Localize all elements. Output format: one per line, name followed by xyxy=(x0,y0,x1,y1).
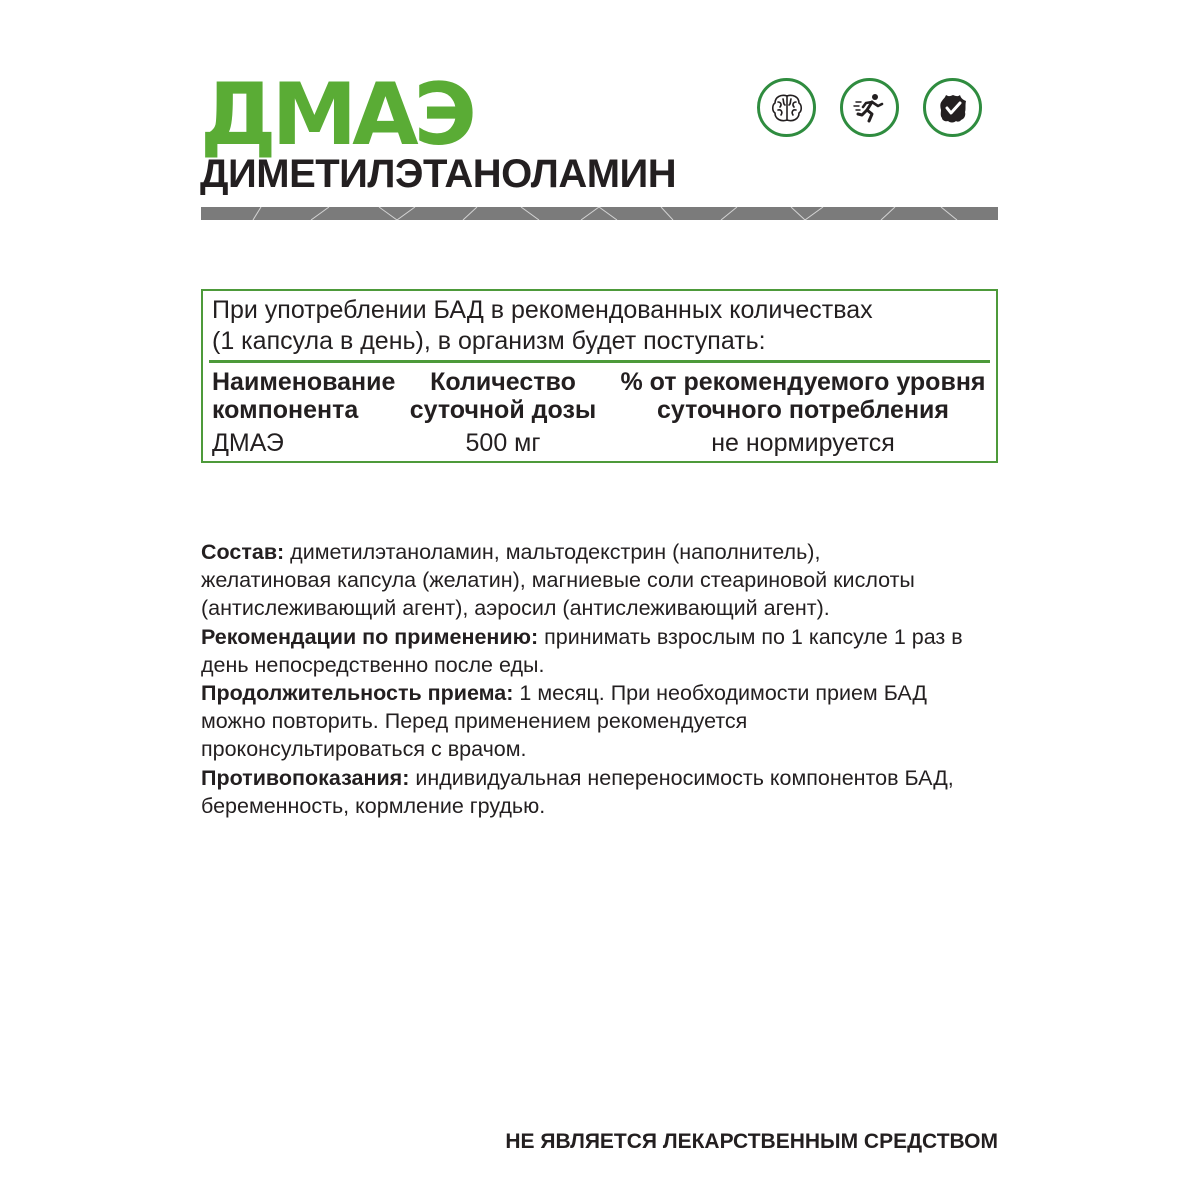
brain-icon xyxy=(757,78,816,137)
header-line: % от рекомендуемого уровня xyxy=(620,368,986,396)
cell-percent: не нормируется xyxy=(711,429,895,457)
recommendations-label: Рекомендации по применению: xyxy=(201,624,539,649)
decorative-stripe xyxy=(201,207,998,220)
contraindications-label: Противопоказания: xyxy=(201,765,410,790)
header-line: Наименование xyxy=(212,368,396,396)
header-line: Количество xyxy=(430,368,576,396)
composition-label: Состав: xyxy=(201,540,285,564)
product-title: ДМАЭ xyxy=(200,65,472,165)
running-man-icon xyxy=(840,78,899,137)
recommendations-line xyxy=(201,623,1001,651)
composition-line: (антислеживающий агент), аэросил (антислеживающий агент). xyxy=(201,596,830,621)
duration-line xyxy=(201,679,1001,707)
duration-text: 1 месяц. При необходимости прием БАД xyxy=(513,681,927,706)
feature-icons xyxy=(757,78,982,137)
disclaimer: НЕ ЯВЛЯЕТСЯ ЛЕКАРСТВЕННЫМ СРЕДСТВОМ xyxy=(505,1130,998,1153)
column-header-component xyxy=(212,368,395,424)
duration-line: проконсультироваться с врачом. xyxy=(201,737,527,762)
cell-component-name: ДМАЭ xyxy=(212,429,284,457)
composition-line: желатиновая капсула (желатин), магниевые соли стеариновой кислоты xyxy=(201,568,915,593)
intake-intro-line: (1 капсула в день), в организм будет поступать: xyxy=(212,327,766,355)
intake-box xyxy=(201,289,998,463)
product-subtitle: ДИМЕТИЛЭТАНОЛАМИН xyxy=(200,152,677,196)
contraindications-text: индивидуальная непереносимость компонентов БАД, xyxy=(409,765,954,790)
header-line: суточной дозы xyxy=(409,396,597,424)
composition-line xyxy=(201,538,1001,566)
leaf-check-icon xyxy=(923,78,982,137)
intake-intro-line: При употреблении БАД в рекомендованных количествах xyxy=(212,296,873,324)
intake-intro xyxy=(212,295,992,357)
recommendations-line: день непосредственно после еды. xyxy=(201,652,545,677)
column-header-dose xyxy=(393,368,613,424)
column-header-percent xyxy=(613,368,993,424)
cell-dose-amount: 500 мг xyxy=(465,429,541,457)
contraindications-line: беременность, кормление грудью. xyxy=(201,793,546,818)
header-line: компонента xyxy=(212,396,359,424)
contraindications-line xyxy=(201,764,1001,792)
duration-line: можно повторить. Перед применением рекомендуется xyxy=(201,709,748,734)
intake-divider xyxy=(209,360,990,363)
recommendations-text: принимать взрослым по 1 капсуле 1 раз в xyxy=(538,624,963,649)
composition-text: диметилэтаноламин, мальтодекстрин (наполнитель), xyxy=(284,540,821,564)
duration-label: Продолжительность приема: xyxy=(201,681,514,706)
header-line: суточного потребления xyxy=(656,396,950,424)
product-details xyxy=(201,538,1001,820)
